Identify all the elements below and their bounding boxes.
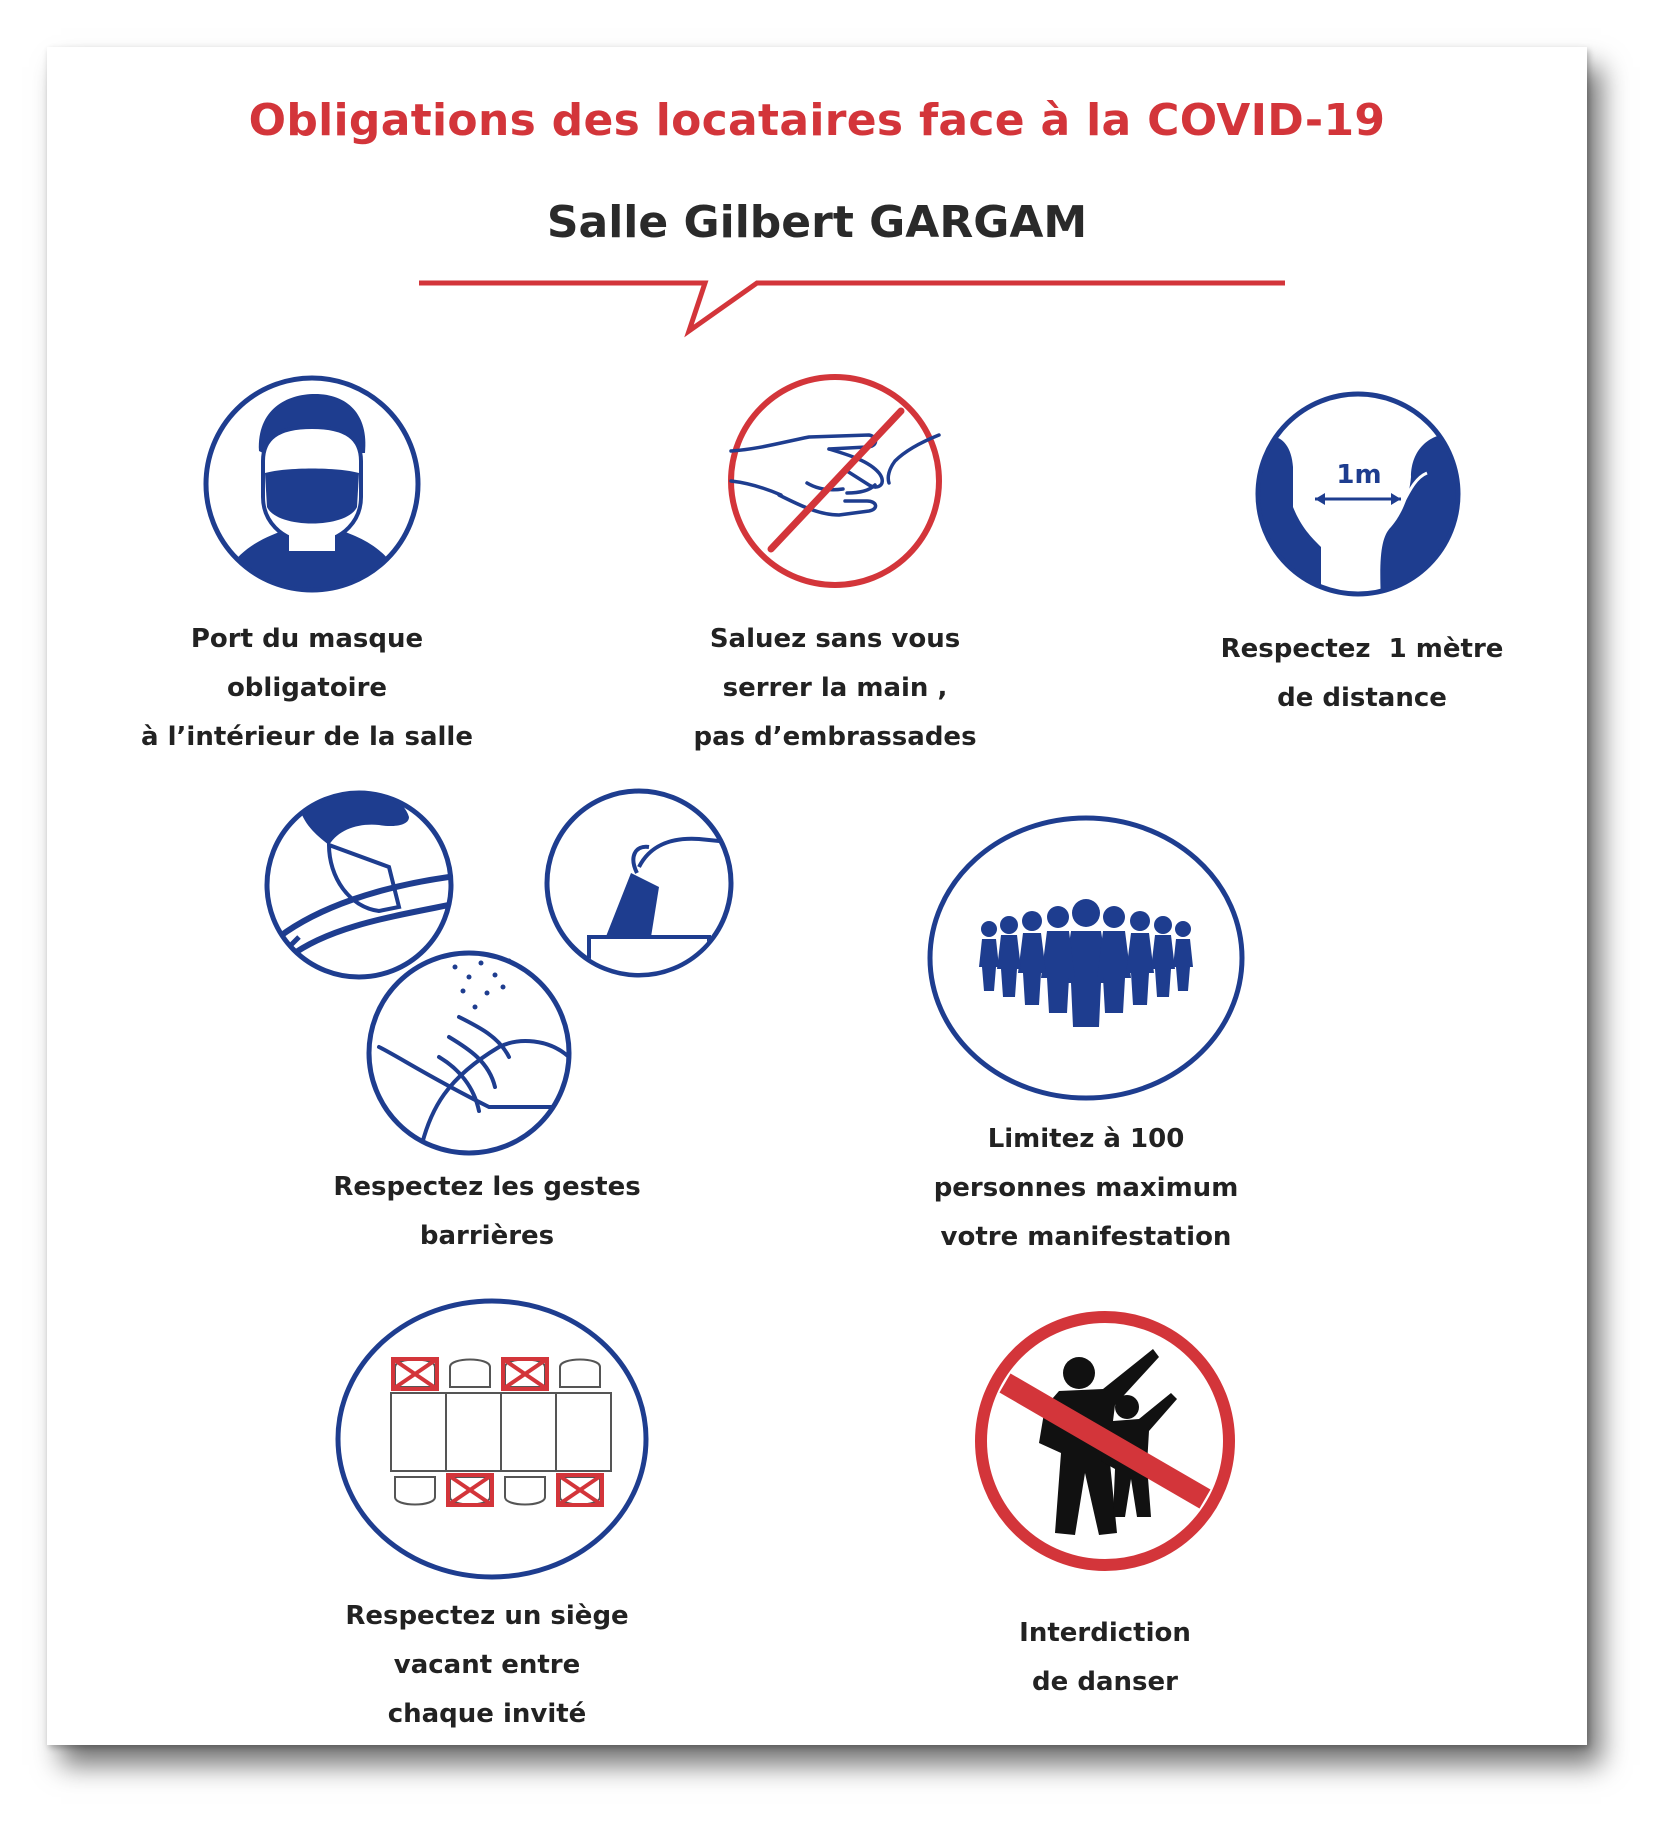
speech-bubble-divider — [417, 275, 1287, 345]
rule-seat-caption: Respectez un siège vacant entre chaque invité — [345, 1601, 629, 1729]
rule-crowd-caption: Limitez à 100 personnes maximum votre manifestation — [933, 1124, 1239, 1252]
rule-gestures-caption: Respectez les gestes barrières — [333, 1172, 641, 1251]
rule-handshake-caption: Saluez sans vous serrer la main , pas d’embrassades — [693, 624, 977, 752]
page-title: Obligations des locataires face à la COVID-19 — [248, 95, 1386, 146]
vacant-seat-icon — [333, 1295, 651, 1585]
rule-distance-caption: Respectez 1 mètre de distance — [1220, 634, 1504, 713]
rule-mask-caption: Port du masque obligatoire à l’intérieur de la salle — [141, 624, 473, 752]
distance-1m-icon — [1251, 387, 1465, 601]
crowd-limit-icon — [925, 813, 1247, 1103]
face-mask-icon — [197, 369, 427, 599]
no-handshake-icon — [719, 365, 951, 597]
barrier-gestures-icon — [259, 787, 739, 1167]
rule-dancing-caption: Interdiction de danser — [1019, 1618, 1191, 1697]
distance-label: 1m — [1336, 460, 1382, 490]
no-dancing-icon — [967, 1303, 1243, 1579]
venue-name: Salle Gilbert GARGAM — [546, 197, 1088, 248]
notice-sheet — [47, 47, 1587, 1745]
